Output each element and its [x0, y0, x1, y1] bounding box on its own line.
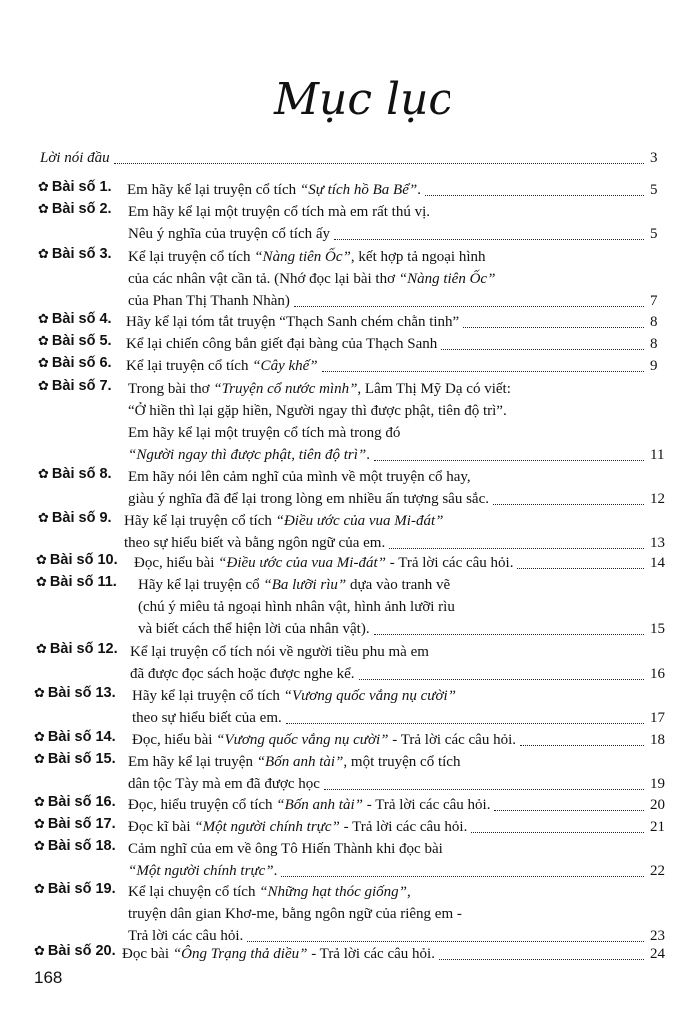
italic-title-text: “Vương quốc vắng nụ cười” [216, 732, 389, 748]
plain-text: . [366, 447, 370, 463]
toc-entry-line [0, 728, 688, 752]
flower-bullet-icon: ✿ [38, 179, 49, 194]
plain-text: Em hãy nói lên cảm nghĩ của mình về một truyện cổ hay, [128, 469, 471, 485]
toc-entry-line [0, 662, 688, 686]
italic-title-text: Lời nói đầu [40, 150, 110, 166]
italic-title-text: “Sự tích hồ Ba Bể” [299, 182, 418, 198]
toc-entry-line [0, 354, 688, 378]
toc-entry-line [0, 573, 688, 597]
toc-page-number: 5 [650, 226, 658, 242]
dot-leader [471, 815, 644, 833]
toc-entry-text [126, 310, 459, 334]
toc-page-number: 16 [650, 666, 665, 682]
italic-title-text: “Vương quốc vắng nụ cười” [283, 688, 456, 704]
toc-entry-text [128, 377, 511, 401]
toc-entry-label-text: Bài số 13. [47, 685, 116, 701]
toc-page-number: 18 [650, 732, 665, 748]
plain-text: - Trả lời các câu hỏi. [307, 946, 435, 962]
toc-page-number: 12 [650, 491, 665, 507]
toc-entry-label-text: Bài số 10. [49, 552, 118, 568]
plain-text: Đọc kĩ bài [128, 819, 195, 835]
flower-bullet-icon: ✿ [38, 311, 49, 326]
toc-entry-label-text: Bài số 11. [49, 574, 117, 590]
toc-entry-text [126, 332, 437, 356]
toc-entry-text [128, 399, 507, 423]
plain-text: và biết cách thể hiện lời của nhân vật). [138, 621, 370, 637]
toc-page-number: 11 [650, 447, 665, 463]
toc-page-number: 13 [650, 535, 665, 551]
plain-text: - Trả lời các câu hỏi. [339, 819, 468, 835]
plain-text: “Ở hiền thì lại gặp hiền, Người ngay thì được phật, tiên độ trì”. [128, 403, 507, 419]
toc-entry-line [0, 245, 688, 269]
dot-leader [493, 487, 644, 505]
dot-leader [324, 772, 644, 790]
toc-entry-line [0, 942, 688, 966]
dot-leader [517, 551, 644, 569]
dot-leader [441, 332, 644, 350]
italic-title-text: “Cây khế” [252, 358, 318, 374]
toc-page-number: 8 [650, 314, 658, 330]
italic-title-text: “Bốn anh tài” [256, 754, 344, 770]
flower-bullet-icon: ✿ [34, 943, 45, 958]
plain-text: của Phan Thị Thanh Nhàn) [128, 293, 290, 309]
italic-title-text: “Nàng tiên Ốc” [254, 249, 351, 265]
toc-entry-text [128, 421, 400, 445]
plain-text: Kể lại chuyện cổ tích [128, 884, 260, 900]
toc-page-number: 20 [650, 797, 665, 813]
italic-title-text: “Bốn anh tài” [276, 797, 363, 813]
flower-bullet-icon: ✿ [36, 552, 47, 567]
toc-entry-line [0, 595, 688, 619]
toc-entry-label-text: Bài số 6. [51, 355, 112, 371]
toc-entry-label-text: Bài số 1. [51, 179, 112, 195]
toc-entry-text [128, 245, 485, 269]
toc-entry-line [0, 684, 688, 708]
dot-leader [322, 354, 644, 372]
toc-entry-text [128, 443, 370, 467]
toc-entry-line [0, 178, 688, 202]
toc-entry-label-text: Bài số 20. [47, 943, 116, 959]
italic-title-text: “Một người chính trực” [128, 863, 274, 879]
toc-page-number: 19 [650, 776, 665, 792]
italic-title-text: “Một người chính trực” [194, 819, 340, 835]
plain-text: theo sự hiểu biết và bằng ngôn ngữ của em. [124, 535, 386, 551]
page-title-graphic [270, 70, 450, 130]
toc-entry-text [127, 178, 421, 202]
dot-leader [114, 146, 644, 164]
toc-entry-text [138, 617, 370, 641]
dot-leader [463, 310, 644, 328]
footer-page-number: 168 [34, 968, 63, 987]
toc-page-number: 5 [650, 182, 658, 198]
toc-entry-label-text: Bài số 5. [51, 333, 112, 349]
plain-text: Trong bài thơ [128, 381, 214, 397]
toc-entry-line [0, 487, 688, 511]
toc-entry-line [0, 750, 688, 774]
dot-leader [425, 178, 644, 196]
flower-bullet-icon: ✿ [34, 685, 45, 700]
plain-text: , một truyện cổ tích [343, 754, 461, 770]
toc-entry-line [0, 509, 688, 533]
toc-entry-text [128, 902, 462, 926]
toc-entry-text [138, 595, 455, 619]
plain-text: , kết hợp tả ngoại hình [350, 249, 486, 265]
toc-entry-label-text: Bài số 15. [47, 751, 116, 767]
toc-entry-line [0, 902, 688, 926]
plain-text: truyện dân gian Khơ-me, bằng ngôn ngữ của riêng em - [128, 906, 462, 922]
page-title [270, 70, 450, 130]
dot-leader [374, 617, 644, 635]
toc-page-number: 21 [650, 819, 665, 835]
plain-text: đã được đọc sách hoặc được nghe kể. [130, 666, 355, 682]
toc-entry-line [0, 421, 688, 445]
toc-entry-text [128, 465, 471, 489]
dot-leader [374, 443, 644, 461]
flower-bullet-icon: ✿ [38, 466, 49, 481]
italic-title-text: “Truyện cổ nước mình” [213, 381, 358, 397]
toc-entry-text [128, 793, 490, 817]
plain-text: theo sự hiểu biết của em. [132, 710, 282, 726]
plain-text: Em hãy kể lại một truyện cổ tích mà em rất thú vị. [128, 204, 430, 220]
toc-page-number: 24 [650, 946, 665, 962]
plain-text: Trả lời các câu hỏi. [128, 928, 244, 944]
toc-page-number: 17 [650, 710, 665, 726]
toc-entry-line [0, 377, 688, 401]
dot-leader [294, 289, 644, 307]
toc-entry-text [40, 146, 110, 170]
plain-text: Em hãy kể lại truyện [128, 754, 257, 770]
flower-bullet-icon: ✿ [38, 246, 49, 261]
plain-text: . [273, 863, 278, 879]
toc-entry-line [0, 815, 688, 839]
toc-entry-text [122, 942, 435, 966]
toc-entry-label-text: Bài số 9. [51, 510, 112, 526]
plain-text: - Trả lời các câu hỏi. [388, 732, 517, 748]
toc-entry-label-text: Bài số 18. [47, 838, 116, 854]
toc-entry-text [130, 640, 429, 664]
plain-text: giàu ý nghĩa đã để lại trong lòng em nhiều ấn tượng sâu sắc. [128, 491, 489, 507]
toc-entry-label-text: Bài số 16. [47, 794, 116, 810]
toc-entry-text [128, 222, 330, 246]
toc-entry-label-text: Bài số 17. [47, 816, 116, 832]
italic-title-text: “Những hạt thóc giống” [259, 884, 407, 900]
toc-entry-text [138, 573, 450, 597]
plain-text: , [406, 884, 411, 900]
plain-text: Đọc, hiểu bài [132, 732, 217, 748]
toc-entry-text [124, 509, 443, 533]
toc-entry-text [128, 200, 430, 224]
italic-title-text: “Người ngay thì được phật, tiên độ trì” [128, 447, 367, 463]
italic-title-text: “Điều ước của vua Mi-đát” [218, 555, 386, 571]
toc-entry-label-text: Bài số 19. [47, 881, 116, 897]
toc-entry-line [0, 146, 688, 170]
toc-entry-label-text: Bài số 2. [51, 201, 112, 217]
toc-entry-text [134, 551, 513, 575]
dot-leader [439, 942, 644, 960]
plain-text: Đọc, hiểu bài [134, 555, 219, 571]
italic-title-text: “Điều ước của vua Mi-đát” [275, 513, 444, 529]
flower-bullet-icon: ✿ [36, 574, 47, 589]
flower-bullet-icon: ✿ [38, 355, 49, 370]
flower-bullet-icon: ✿ [34, 729, 45, 744]
dot-leader [494, 793, 644, 811]
flower-bullet-icon: ✿ [34, 816, 45, 831]
plain-text: Cảm nghĩ của em về ông Tô Hiến Thành khi đọc bài [128, 841, 443, 857]
plain-text: Hãy kể lại truyện cổ [138, 577, 264, 593]
plain-text: Hãy kể lại tóm tắt truyện “Thạch Sanh chém chằn tinh” [126, 314, 460, 330]
dot-leader [247, 924, 644, 942]
toc-entry-label-text: Bài số 7. [51, 378, 112, 394]
toc-entry-line [0, 465, 688, 489]
toc-entry-text [128, 837, 443, 861]
plain-text: Nêu ý nghĩa của truyện cổ tích ấy [128, 226, 331, 242]
toc-page-number: 22 [650, 863, 665, 879]
toc-page-number: 3 [650, 150, 658, 166]
toc-entry-line [0, 551, 688, 575]
toc-entry-label-text: Bài số 8. [51, 466, 112, 482]
dot-leader [281, 859, 644, 877]
toc-entry-text [130, 662, 355, 686]
italic-title-text: “Ba lưỡi rìu” [263, 577, 347, 593]
plain-text: dân tộc Tày mà em đã được học [128, 776, 320, 792]
flower-bullet-icon: ✿ [38, 510, 49, 525]
toc-page-number: 15 [650, 621, 665, 637]
toc-entry-line [0, 332, 688, 356]
toc-entry-text [128, 815, 467, 839]
plain-text: Em hãy kể lại truyện cổ tích [127, 182, 300, 198]
toc-entry-text [126, 354, 318, 378]
plain-text: Đọc bài [122, 946, 173, 962]
dot-leader [334, 222, 644, 240]
toc-page-number: 9 [650, 358, 658, 374]
flower-bullet-icon: ✿ [34, 881, 45, 896]
toc-page-number: 14 [650, 555, 665, 571]
plain-text: dựa vào tranh vẽ [346, 577, 451, 593]
toc-entry-line [0, 706, 688, 730]
flower-bullet-icon: ✿ [34, 838, 45, 853]
toc-entry-label-text: Bài số 14. [47, 729, 116, 745]
toc-entry-line [0, 310, 688, 334]
plain-text: Đọc, hiểu truyện cổ tích [128, 797, 277, 813]
plain-text: Em hãy kể lại một truyện cổ tích mà trong đó [128, 425, 401, 441]
plain-text: (chú ý miêu tả ngoại hình nhân vật, hình ảnh lưỡi rìu [138, 599, 455, 615]
plain-text: của các nhân vật cần tả. (Nhớ đọc lại bài thơ [128, 271, 399, 287]
flower-bullet-icon: ✿ [34, 751, 45, 766]
toc-entry-text [128, 880, 411, 904]
plain-text: Kể lại truyện cổ tích [126, 358, 253, 374]
plain-text: Kể lại truyện cổ tích nói về người tiều phu mà em [130, 644, 429, 660]
toc-entry-label-text: Bài số 12. [49, 641, 118, 657]
plain-text: Hãy kể lại truyện cổ tích [132, 688, 284, 704]
dot-leader [359, 662, 644, 680]
toc-entry-label-text: Bài số 4. [51, 311, 112, 327]
flower-bullet-icon: ✿ [38, 378, 49, 393]
toc-entry-text [128, 750, 460, 774]
toc-entry-line [0, 267, 688, 291]
dot-leader [286, 706, 644, 724]
italic-title-text: “Ông Trạng thả diều” [172, 946, 308, 962]
plain-text: , Lâm Thị Mỹ Dạ có viết: [357, 381, 511, 397]
flower-bullet-icon: ✿ [34, 794, 45, 809]
toc-entry-text [132, 706, 282, 730]
plain-text: Kể lại chiến công bắn giết đại bàng của Thạch Sanh [126, 336, 438, 352]
flower-bullet-icon: ✿ [36, 641, 47, 656]
plain-text: - Trả lời các câu hỏi. [362, 797, 491, 813]
toc-entry-text [132, 728, 516, 752]
toc-entry-line [0, 399, 688, 423]
flower-bullet-icon: ✿ [38, 201, 49, 216]
toc-page-number: 23 [650, 928, 665, 944]
page-title-text: Mục lục [274, 74, 450, 125]
plain-text: Kể lại truyện cổ tích [128, 249, 255, 265]
toc-entry-line [0, 443, 688, 467]
toc-entry-text [128, 487, 489, 511]
toc-entry-line [0, 640, 688, 664]
toc-entry-text [128, 267, 495, 291]
toc-entry-line [0, 222, 688, 246]
flower-bullet-icon: ✿ [38, 333, 49, 348]
toc-entry-line [0, 200, 688, 224]
toc-entry-label-text: Bài số 3. [51, 246, 112, 262]
toc-entry-line [0, 793, 688, 817]
toc-entry-line [0, 617, 688, 641]
dot-leader [389, 531, 644, 549]
plain-text: . [417, 182, 421, 198]
plain-text: Hãy kể lại truyện cổ tích [124, 513, 276, 529]
italic-title-text: “Nàng tiên Ốc” [398, 271, 496, 287]
toc-entry-line [0, 837, 688, 861]
dot-leader [520, 728, 644, 746]
plain-text: - Trả lời các câu hỏi. [385, 555, 514, 571]
toc-entry-line [0, 880, 688, 904]
toc-page-number: 7 [650, 293, 658, 309]
toc-entry-text [132, 684, 456, 708]
toc-page-number: 8 [650, 336, 658, 352]
